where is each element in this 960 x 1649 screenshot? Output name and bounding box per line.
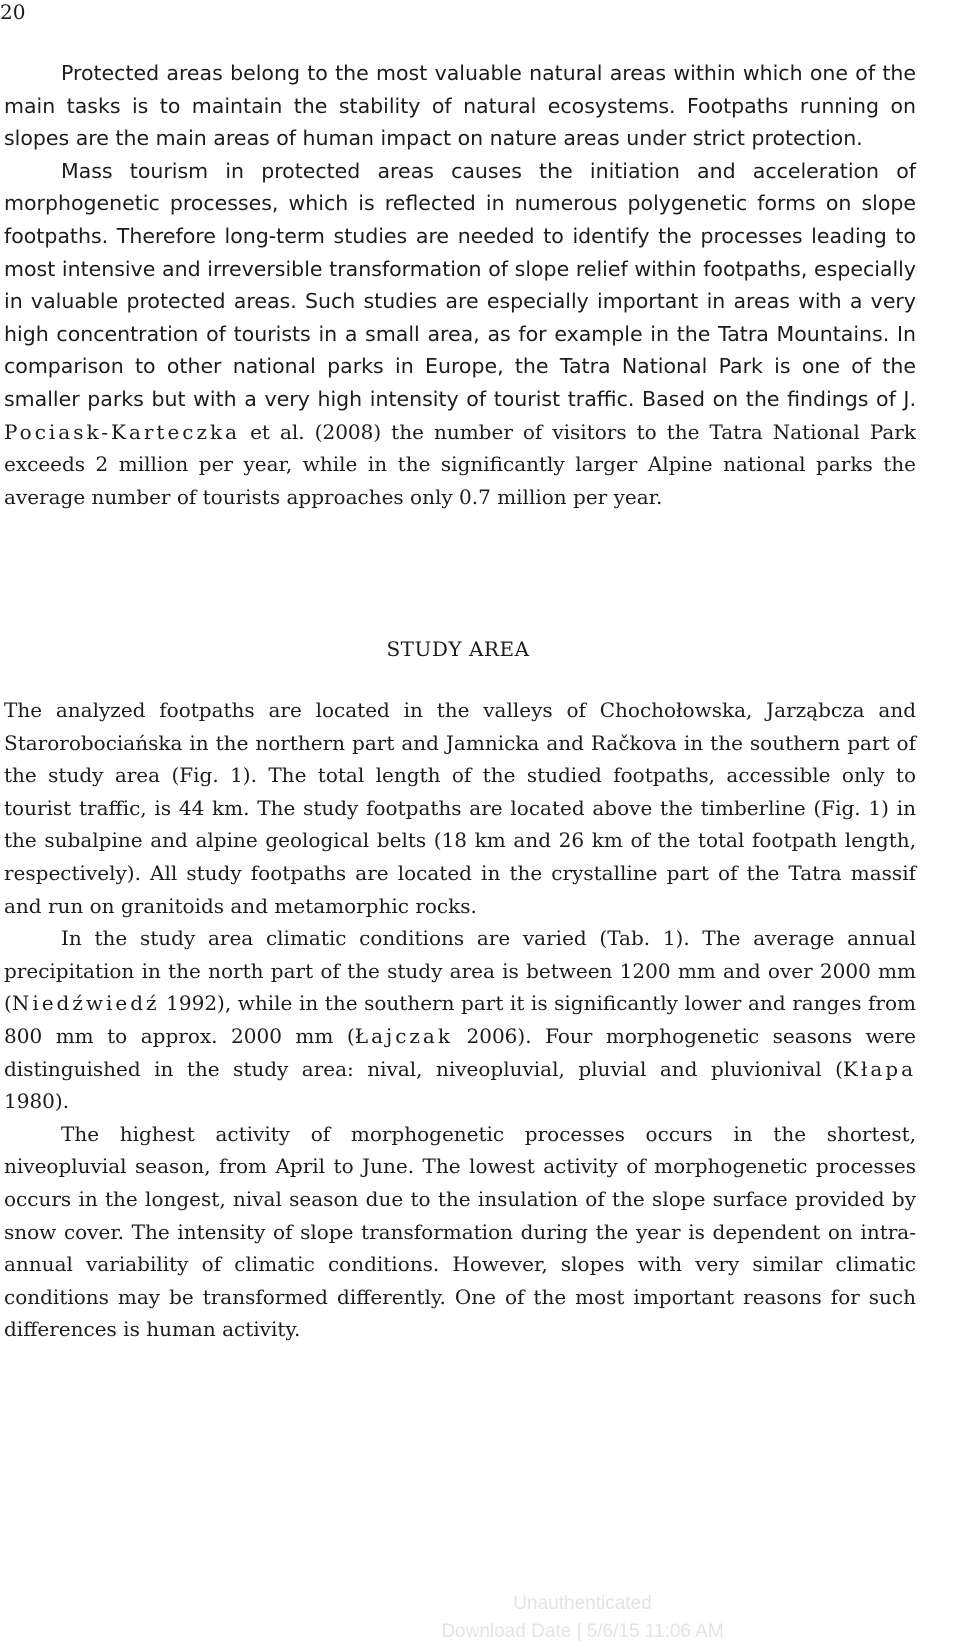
- paragraph-climate-text-2: 1992), while in the southern part it is significantly lower and ranges from 800 mm to approx. 2000 mm (: [4, 991, 916, 1048]
- paragraph-climate-text-3: 2006). Four morphogenetic seasons were distinguished in the study area: nival, niveopluvial, pluvial and pluvionival (: [4, 1023, 916, 1081]
- watermark-download-date: Download Date | 5/6/15 11:06 AM: [441, 1621, 724, 1642]
- paragraph-protected-areas: Protected areas belong to the most valuable natural areas within which one of the main tasks is to maintain the stability of natural ecosystems. Footpaths running on slopes are the main areas of human impact on nature areas under strict protection.: [4, 61, 916, 151]
- author-citation: Kłapa: [842, 1056, 916, 1081]
- author-citation: Pociask-Karteczka: [4, 419, 241, 444]
- paragraph-mass-tourism-text: Mass tourism in protected areas causes the initiation and acceleration of morphogenetic processes, which is reflected in numerous polygenetic forms on slope footpaths. Therefore long-term studies are needed to identify the processes leading to most intensive and irreversible transformation of slope relief within footpaths, especially in valuable protected areas. Such studies are especially important in areas with a very high concentration of tourists in a small area, as for example in the Tatra Mountains. In comparison to other national parks in Europe, the Tatra National Park is one of the smaller parks but with a very high intensity of tourist traffic. Based on the findings of J.: [4, 158, 916, 411]
- paragraph-mass-tourism: [4, 155, 916, 514]
- paragraph-morphogenetic-activity: The highest activity of morphogenetic processes occurs in the shortest, niveopluvial season, from April to June. The lowest activity of morphogenetic processes occurs in the longest, nival season due to the insulation of the slope surface provided by snow cover. The intensity of slope transformation during the year is dependent on intra-annual variability of climatic conditions. However, slopes with very similar climatic conditions may be transformed differently. One of the most important reasons for such differences is human activity.: [4, 1121, 916, 1342]
- paragraph-climate-text-4: 1980).: [4, 1089, 70, 1114]
- paragraph-footpaths: The analyzed footpaths are located in the valleys of Chochołowska, Jarząbcza and Starorobociańska in the northern part and Jamnicka and Račkova in the southern part of the study area (Fig. 1). The total length of the studied footpaths, accessible only to tourist traffic, is 44 km. The study footpaths are located above the timberline (Fig. 1) in the subalpine and alpine geological belts (18 km and 26 km of the total footpath length, respectively). All study footpaths are located in the crystalline part of the Tatra massif and run on granitoids and metamorphic rocks.: [4, 698, 916, 918]
- paragraph-mass-tourism-text-continued: et al. (2008) the number of visitors to the Tatra National Park exceeds 2 million per year, while in the significantly larger Alpine national parks the average number of tourists approaches only 0.7 million per year.: [4, 419, 916, 509]
- section-heading: STUDY AREA: [386, 637, 530, 661]
- paragraph-climatic-conditions: [4, 922, 916, 1118]
- page-number: 20: [0, 0, 26, 24]
- paragraph-climate-text-1: In the study area climatic conditions are varied (Tab. 1). The average annual precipitation in the north part of the study area is between 1200 mm and over 2000 mm (: [4, 926, 916, 1016]
- study-area-section: [4, 694, 916, 1346]
- author-citation: Niedźwiedź: [11, 991, 160, 1016]
- intro-section: [4, 57, 916, 513]
- author-citation: Łajczak: [354, 1023, 453, 1048]
- watermark-unauthenticated: Unauthenticated: [513, 1593, 652, 1614]
